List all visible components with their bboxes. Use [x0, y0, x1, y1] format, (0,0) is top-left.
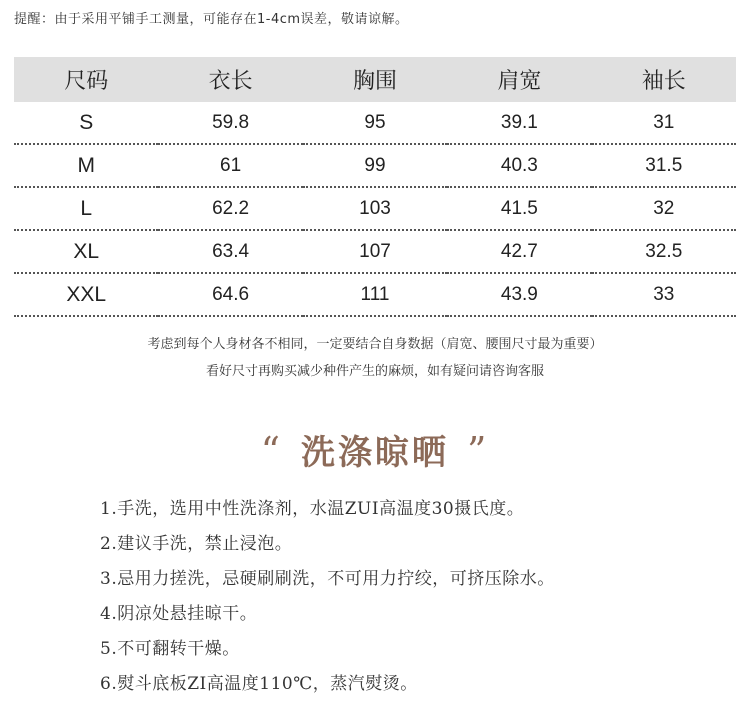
open-quote: “ — [260, 429, 283, 473]
cell-chest: 107 — [303, 230, 447, 273]
cell-size: L — [14, 187, 158, 230]
table-row — [14, 230, 736, 273]
size-table — [14, 57, 736, 317]
cell-sleeve: 33 — [592, 273, 736, 316]
header-length: 衣长 — [158, 57, 302, 102]
table-row — [14, 102, 736, 144]
list-item: 4.阴凉处悬挂晾干。 — [100, 604, 258, 624]
cell-length: 63.4 — [158, 230, 302, 273]
header-size: 尺码 — [14, 57, 158, 102]
table-row — [14, 144, 736, 187]
cell-shoulder: 43.9 — [447, 273, 591, 316]
cell-sleeve: 31.5 — [592, 144, 736, 187]
wash-section-title — [0, 425, 750, 474]
cell-shoulder: 39.1 — [447, 102, 591, 144]
header-chest: 胸围 — [303, 57, 447, 102]
cell-chest: 95 — [303, 102, 447, 144]
close-quote: ” — [467, 429, 490, 473]
list-item: 1.手洗，选用中性洗涤剂，水温ZUI高温度30摄氏度。 — [100, 499, 525, 519]
cell-sleeve: 31 — [592, 102, 736, 144]
fit-tip: 考虑到每个人身材各不相同，一定要结合自身数据（肩宽、腰围尺寸最为重要） — [147, 337, 603, 352]
cell-chest: 103 — [303, 187, 447, 230]
care-instructions-list — [100, 492, 555, 702]
service-tip: 看好尺寸再购买减少种件产生的麻烦，如有疑问请咨询客服 — [205, 364, 544, 379]
cell-chest: 99 — [303, 144, 447, 187]
cell-length: 61 — [158, 144, 302, 187]
table-row — [14, 273, 736, 316]
cell-size: M — [14, 144, 158, 187]
cell-length: 64.6 — [158, 273, 302, 316]
measurement-note: 提醒：由于采用平铺手工测量，可能存在1-4cm误差，敬请谅解。 — [14, 12, 409, 27]
header-shoulder: 肩宽 — [447, 57, 591, 102]
cell-shoulder: 42.7 — [447, 230, 591, 273]
cell-size: XL — [14, 230, 158, 273]
cell-length: 62.2 — [158, 187, 302, 230]
cell-sleeve: 32 — [592, 187, 736, 230]
table-row — [14, 187, 736, 230]
header-sleeve: 袖长 — [592, 57, 736, 102]
list-item: 3.忌用力搓洗，忌硬刷刷洗，不可用力拧绞，可挤压除水。 — [100, 569, 555, 589]
cell-shoulder: 40.3 — [447, 144, 591, 187]
cell-size: S — [14, 102, 158, 144]
cell-shoulder: 41.5 — [447, 187, 591, 230]
wash-title-text: 洗涤晾晒 — [301, 433, 449, 473]
cell-chest: 111 — [303, 273, 447, 316]
cell-length: 59.8 — [158, 102, 302, 144]
list-item: 5.不可翻转干燥。 — [100, 639, 240, 659]
size-table-header-row — [14, 57, 736, 102]
cell-sleeve: 32.5 — [592, 230, 736, 273]
cell-size: XXL — [14, 273, 158, 316]
list-item: 6.熨斗底板ZI高温度110℃，蒸汽熨烫。 — [100, 674, 418, 694]
list-item: 2.建议手洗，禁止浸泡。 — [100, 534, 293, 554]
